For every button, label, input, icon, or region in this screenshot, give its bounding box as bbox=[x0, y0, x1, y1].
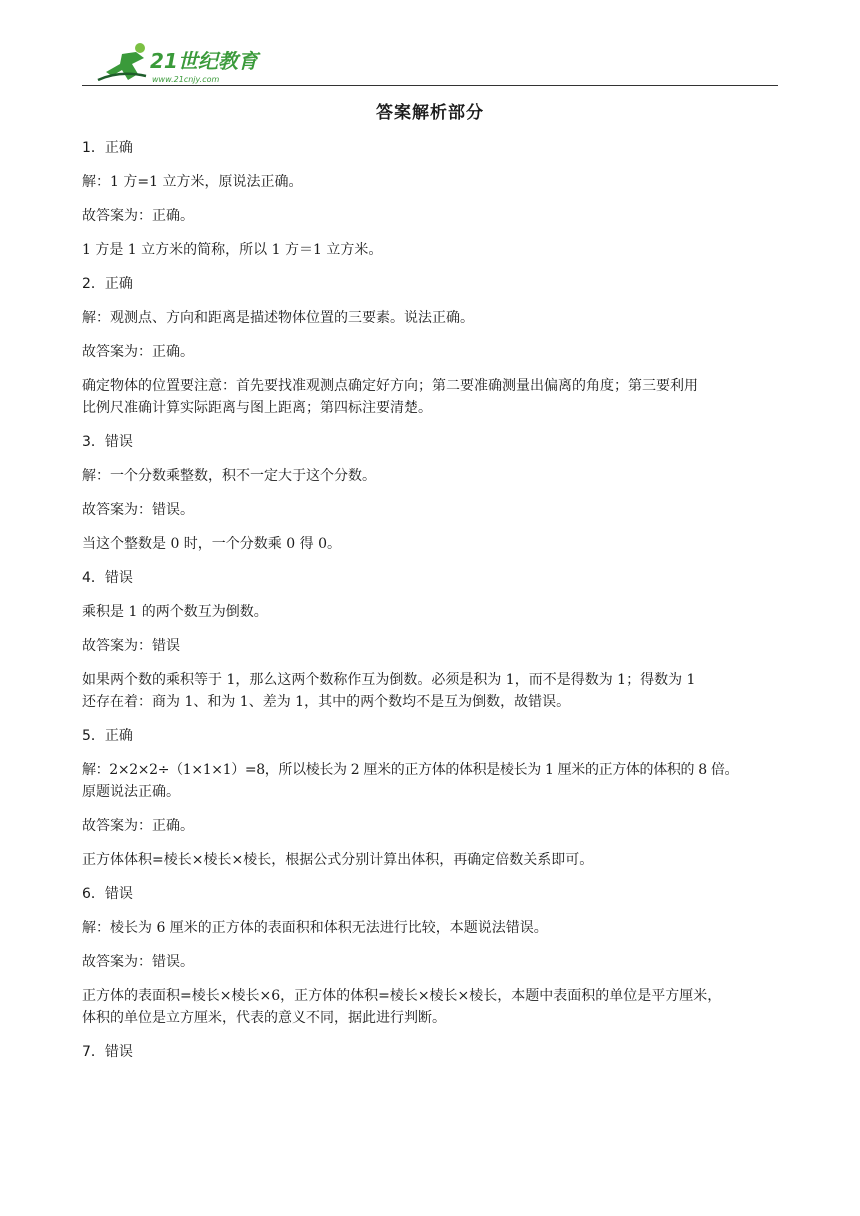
answer-heading: 4．错误 bbox=[82, 570, 133, 586]
answer-item-3 bbox=[82, 432, 782, 554]
page-header bbox=[82, 38, 778, 86]
logo-url: www.21cnjy.com bbox=[152, 75, 220, 84]
site-logo bbox=[92, 40, 272, 86]
answer-heading: 1．正确 bbox=[82, 140, 133, 156]
answer-line: 乘积是 1 的两个数互为倒数。 bbox=[82, 604, 268, 620]
answer-heading: 7．错误 bbox=[82, 1044, 133, 1060]
answer-heading: 5．正确 bbox=[82, 728, 133, 744]
answer-heading: 6．错误 bbox=[82, 886, 133, 902]
answer-line: 比例尺准确计算实际距离与图上距离；第四标注要清楚。 bbox=[82, 400, 432, 416]
answer-line: 正方体体积=棱长×棱长×棱长，根据公式分别计算出体积，再确定倍数关系即可。 bbox=[82, 852, 594, 868]
header-divider bbox=[82, 85, 778, 86]
answer-line: 故答案为：正确。 bbox=[82, 818, 194, 834]
answer-line: 如果两个数的乘积等于 1，那么这两个数称作互为倒数。必须是积为 1，而不是得数为 1；得数为 1 bbox=[82, 672, 696, 688]
answer-line: 解：2×2×2÷（1×1×1）=8，所以棱长为 2 厘米的正方体的体积是棱长为 1 厘米的正方体的体积的 8 倍。 bbox=[82, 762, 739, 778]
answer-line: 正方体的表面积=棱长×棱长×6，正方体的体积=棱长×棱长×棱长，本题中表面积的单位是平方厘米， bbox=[82, 988, 722, 1004]
answer-line: 故答案为：正确。 bbox=[82, 344, 194, 360]
answer-line: 原题说法正确。 bbox=[82, 784, 180, 800]
answer-line: 故答案为：错误 bbox=[82, 638, 180, 654]
answer-line: 体积的单位是立方厘米，代表的意义不同，据此进行判断。 bbox=[82, 1010, 446, 1026]
answer-line: 1 方是 1 立方米的简称，所以 1 方＝1 立方米。 bbox=[82, 242, 383, 258]
answer-item-4 bbox=[82, 568, 782, 712]
answer-item-7 bbox=[82, 1042, 782, 1062]
answer-line: 还存在着：商为 1、和为 1、差为 1，其中的两个数均不是互为倒数，故错误。 bbox=[82, 694, 571, 710]
answer-item-1 bbox=[82, 138, 782, 260]
answer-heading: 2．正确 bbox=[82, 276, 133, 292]
answer-item-6 bbox=[82, 884, 782, 1028]
answer-line: 故答案为：错误。 bbox=[82, 954, 194, 970]
answer-heading: 3．错误 bbox=[82, 434, 133, 450]
answer-list bbox=[82, 138, 782, 1076]
answer-line: 故答案为：正确。 bbox=[82, 208, 194, 224]
page-title: 答案解析部分 bbox=[376, 103, 484, 123]
logo-text: 21世纪教育 bbox=[150, 49, 258, 73]
answer-line: 故答案为：错误。 bbox=[82, 502, 194, 518]
answer-item-5 bbox=[82, 726, 782, 870]
answer-item-2 bbox=[82, 274, 782, 418]
answer-line: 当这个整数是 0 时，一个分数乘 0 得 0。 bbox=[82, 536, 341, 552]
answer-line: 解：一个分数乘整数，积不一定大于这个分数。 bbox=[82, 468, 376, 484]
answer-line: 确定物体的位置要注意：首先要找准观测点确定好方向；第二要准确测量出偏离的角度；第三要利用 bbox=[82, 378, 698, 394]
runner-icon bbox=[98, 43, 146, 80]
answer-line: 解：观测点、方向和距离是描述物体位置的三要素。说法正确。 bbox=[82, 310, 474, 326]
answer-line: 解：棱长为 6 厘米的正方体的表面积和体积无法进行比较，本题说法错误。 bbox=[82, 920, 548, 936]
answer-line: 解：1 方=1 立方米，原说法正确。 bbox=[82, 174, 303, 190]
